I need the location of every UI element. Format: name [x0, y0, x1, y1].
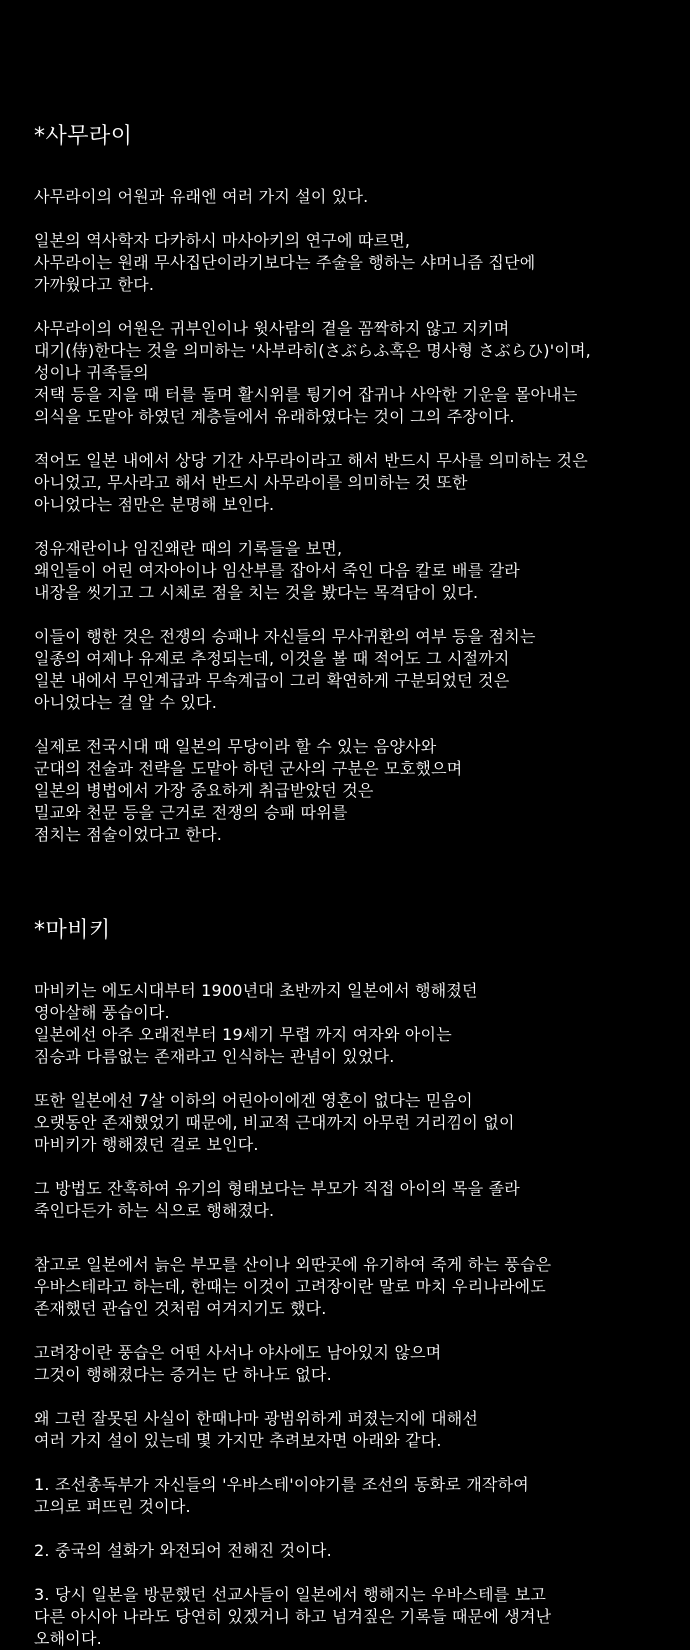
paragraph: 왜 그런 잘못된 사실이 한때나마 광범위하게 퍼졌는지에 대해선 여러 가지 설이 있는데 몇 가지만 추려보자면 아래와 같다. [34, 1409, 479, 1450]
list-item: 1. 조선총독부가 자신들의 '우바스테'이야기를 조선의 동화로 개작하여 고의로 퍼뜨린 것이다. [34, 1475, 529, 1516]
paragraph: 또한 일본에선 7살 이하의 어린아이에겐 영혼이 없다는 믿음이 오랫동안 존재했었기 때문에, 비교적 근대까지 아무런 거리낌이 없이 마비키가 행해졌던 걸로 보인다. [34, 1091, 515, 1154]
paragraph: 적어도 일본 내에서 상당 기간 사무라이라고 해서 반드시 무사를 의미하는 것은 아니었고, 무사라고 해서 반드시 사무라이를 의미하는 것 또한 아니었다는 점만은 분명해 보인다. [34, 451, 588, 514]
paragraph: 사무라이의 어원과 유래엔 여러 가지 설이 있다. [34, 187, 369, 206]
paragraph: 고려장이란 풍습은 어떤 사서나 야사에도 남아있지 않으며 그것이 행해졌다는 증거는 단 하나도 없다. [34, 1343, 442, 1384]
list-item: 3. 당시 일본을 방문했던 선교사들이 일본에서 행해지는 우바스테를 보고 다른 아시아 나라도 당연히 있겠거니 하고 넘겨짚은 기록들 때문에 생겨난 오해이다. [34, 1585, 552, 1648]
paragraph: 마비키는 에도시대부터 1900년대 초반까지 일본에서 행해졌던 영아살해 풍습이다. 일본에선 아주 오래전부터 19세기 무렵 까지 여자와 아이는 짐승과 다름없는 존재라고 인식하는 관념이 있었다. [34, 981, 478, 1066]
paragraph: 사무라이의 어원은 귀부인이나 윗사람의 곁을 꼼짝하지 않고 지키며 대기(侍)한다는 것을 의미하는 '사부라히(さぶらふ혹은 명사형 さぶらひ)'이며, 성이나 귀족들의 저택 등을 지을 때 터를 돌며 활시위를 튕기어 잡귀나 사악한 기운을 몰아내는 의식을 도맡아 하였던 계층들에서 유래하였다는 것이 그의 주장이다. [34, 319, 591, 426]
paragraph: 일본의 역사학자 다카하시 마사아키의 연구에 따르면, 사무라이는 원래 무사집단이라기보다는 주술을 행하는 샤머니즘 집단에 가까웠다고 한다. [34, 231, 536, 294]
section-title-samurai: *사무라이 [34, 124, 133, 149]
paragraph: 실제로 전국시대 때 일본의 무당이라 할 수 있는 음양사와 군대의 전술과 전략을 도맡아 하던 군사의 구분은 모호했으며 일본의 병법에서 가장 중요하게 취급받았던 것은 밀교와 천문 등을 근거로 전쟁의 승패 따위를 점치는 점술이었다고 한다. [34, 737, 463, 844]
paragraph: 정유재란이나 임진왜란 때의 기록들을 보면, 왜인들이 어린 여자아이나 임산부를 잡아서 죽인 다음 칼로 배를 갈라 내장을 씻기고 그 시체로 점을 치는 것을 봤다는 목격담이 있다. [34, 539, 520, 602]
paragraph: 그 방법도 잔혹하여 유기의 형태보다는 부모가 직접 아이의 목을 졸라 죽인다든가 하는 식으로 행해졌다. [34, 1179, 520, 1220]
section-mabiki [34, 916, 684, 1650]
list-item: 2. 중국의 설화가 와전되어 전해진 것이다. [34, 1541, 332, 1560]
section-title-mabiki: *마비키 [34, 918, 111, 943]
paragraph: 참고로 일본에서 늙은 부모를 산이나 외딴곳에 유기하여 죽게 하는 풍습은 우바스테라고 하는데, 한때는 이것이 고려장이란 말로 마치 우리나라에도 존재했던 관습인 것처럼 여겨지기도 했다. [34, 1255, 552, 1318]
paragraph: 이들이 행한 것은 전쟁의 승패나 자신들의 무사귀환의 여부 등을 점치는 일종의 여제나 유제로 추정되는데, 이것을 볼 때 적어도 그 시절까지 일본 내에서 무인계급과 무속계급이 그리 확연하게 구분되었던 것은 아니었다는 걸 알 수 있다. [34, 627, 536, 712]
section-samurai [34, 122, 684, 846]
